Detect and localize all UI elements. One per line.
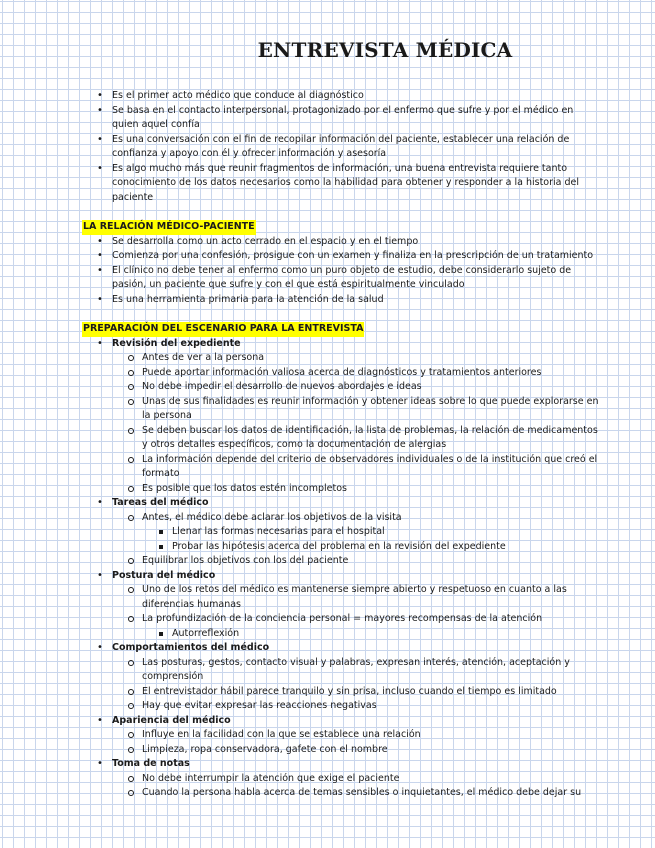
list-item [112, 511, 602, 555]
page-title: ENTREVISTA MÉDICA [257, 38, 513, 62]
list-item: Antes de ver a la persona [112, 351, 602, 366]
postura-sublist [142, 627, 602, 642]
list-item: Probar las hipótesis acerca del problema en la revisión del expediente [142, 540, 602, 555]
list-item: Equilibrar los objetivos con los del paciente [112, 554, 602, 569]
list-item: No debe impedir el desarrollo de nuevos abordajes e ideas [112, 380, 602, 395]
list-item-notas [82, 757, 602, 801]
preparacion-list [82, 337, 602, 801]
list-item: Es posible que los datos estén incompletos [112, 482, 602, 497]
relacion-list [82, 235, 602, 308]
list-item: Unas de sus finalidades es reunir información y obtener ideas sobre lo que puede explorarse en la persona [112, 395, 602, 424]
list-item: Autorreflexión [142, 627, 602, 642]
list-item: • Es algo mucho más que reunir fragmentos de información, una buena entrevista requiere tanto conocimiento de los datos necesarios como la habilidad para obtener y responder a la historia del paciente [82, 162, 602, 206]
list-item-revision [82, 337, 602, 497]
intro-list [82, 89, 602, 205]
list-item: Uno de los retos del médico es mantenerse siempre abierto y respetuoso en cuanto a las diferencias humanas [112, 583, 602, 612]
comportamientos-list [112, 656, 602, 714]
subsection-label: Apariencia del médico [112, 714, 231, 726]
list-item: • Es una herramienta primaria para la atención de la salud [82, 293, 602, 308]
list-item: El entrevistador hábil parece tranquilo y sin prisa, incluso cuando el tiempo es limitado [112, 685, 602, 700]
list-item: Puede aportar información valiosa acerca de diagnósticos y tratamientos anteriores [112, 366, 602, 381]
tareas-list [112, 511, 602, 569]
list-item: • Se desarrolla como un acto cerrado en el espacio y en el tiempo [82, 235, 602, 250]
list-item: Se deben buscar los datos de identificación, la lista de problemas, la relación de medicamentos y otros detalles específicos, como la documentación de alergias [112, 424, 602, 453]
subsection-label: Toma de notas [112, 758, 190, 769]
subsection-label: Postura del médico [112, 569, 216, 581]
apariencia-list [112, 728, 602, 757]
list-item: No debe interrumpir la atención que exige el paciente [112, 772, 602, 787]
section-heading-relacion: LA RELACIÓN MÉDICO-PACIENTE [82, 220, 256, 235]
list-item-apariencia [82, 714, 602, 758]
list-item: Las posturas, gestos, contacto visual y palabras, expresan interés, atención, aceptación y comprensión [112, 656, 602, 685]
list-item: Llenar las formas necesarias para el hospital [142, 525, 602, 540]
list-item: Hay que evitar expresar las reacciones negativas [112, 699, 602, 714]
list-item-text: Antes, el médico debe aclarar los objetivos de la visita [142, 511, 402, 523]
list-item: • Comienza por una confesión, prosigue con un examen y finaliza en la prescripción de un tratamiento [82, 249, 602, 264]
list-item-comportamientos [82, 641, 602, 714]
subsection-label: Revisión del expediente [112, 337, 241, 349]
postura-list [112, 583, 602, 641]
notas-list [112, 772, 602, 801]
subsection-label: Comportamientos del médico [112, 642, 270, 653]
list-item-tareas [82, 496, 602, 569]
document-body [82, 89, 602, 801]
list-item: • Es el primer acto médico que conduce al diagnóstico [82, 89, 602, 104]
list-item: Influye en la facilidad con la que se establece una relación [112, 728, 602, 743]
list-item: • El clínico no debe tener al enfermo como un puro objeto de estudio, debe considerarlo sujeto de pasión, un paciente que sufre y con el que está espiritualmente vinculado [82, 264, 602, 293]
subsection-label: Tareas del médico [112, 497, 209, 508]
list-item: Cuando la persona habla acerca de temas sensibles o inquietantes, el médico debe dejar su [112, 786, 602, 801]
section-heading-preparacion: PREPARACIÓN DEL ESCENARIO PARA LA ENTREVISTA [82, 322, 364, 337]
list-item: • Se basa en el contacto interpersonal, protagonizado por el enfermo que sufre y por el médico en quien aquel confía [82, 104, 602, 133]
list-item: La información depende del criterio de observadores individuales o de la institución que creó el formato [112, 453, 602, 482]
list-item-postura [82, 569, 602, 642]
revision-list [112, 351, 602, 496]
tareas-sublist [142, 525, 602, 554]
list-item [112, 612, 602, 641]
list-item: • Es una conversación con el fin de recopilar información del paciente, establecer una relación de confianza y apoyo con él y ofrecer información y asesoría [82, 133, 602, 162]
list-item-text: La profundización de la conciencia personal = mayores recompensas de la atención [142, 613, 543, 624]
list-item: Limpieza, ropa conservadora, gafete con el nombre [112, 743, 602, 758]
